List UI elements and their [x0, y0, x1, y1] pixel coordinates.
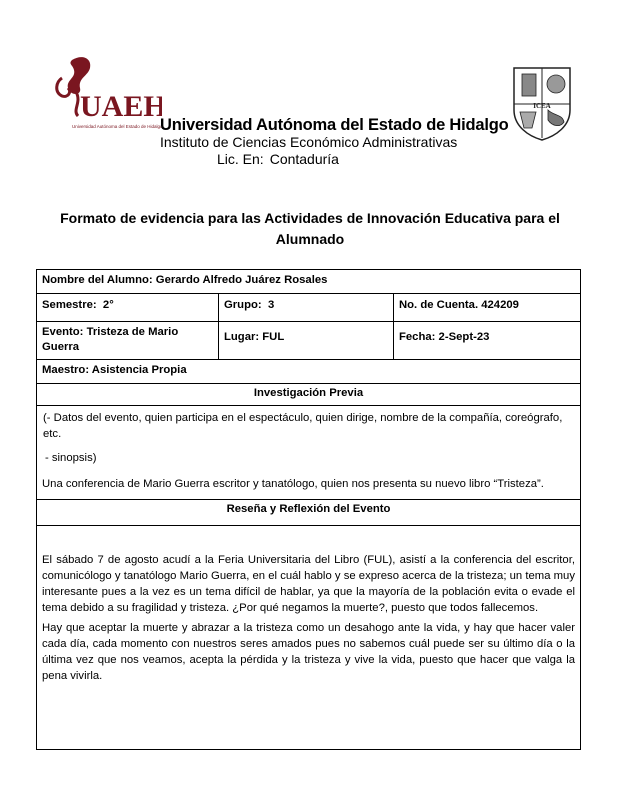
document-title: Formato de evidencia para las Actividades de Innovación Educativa para el Alumnado	[60, 210, 560, 247]
research-note-2: - sinopsis)	[45, 452, 97, 464]
degree-label: Lic. En:	[217, 151, 264, 167]
uaeh-logo	[52, 52, 162, 134]
event-name: Evento: Tristeza de Mario Guerra	[42, 326, 179, 353]
event-date: Fecha: 2-Sept-23	[393, 322, 580, 359]
event-row	[37, 322, 580, 360]
university-name: Universidad Autónoma del Estado de Hidalgo	[160, 116, 509, 134]
student-name: Nombre del Alumno: Gerardo Alfredo Juárez Rosales	[42, 274, 328, 286]
teacher-name: Maestro: Asistencia Propia	[42, 364, 187, 376]
icea-logo	[510, 64, 574, 142]
event-place: Lugar: FUL	[218, 322, 393, 359]
research-text: Una conferencia de Mario Guerra escritor y tanatólogo, quien nos presenta su nuevo libro “Tristeza”.	[42, 478, 544, 490]
review-paragraph-2: Hay que aceptar la muerte y abrazar a la tristeza como un desahogo ante la vida, y hay que hacer valer cada día, cada momento con nuestros seres amados pues no sabemos cuál puede ser su último día o la última vez que nos veamos, acepta la pérdida y la tristeza y vive la vida, puesto que hacer que valga la pena vivirla.	[42, 622, 575, 682]
institute-name: Instituto de Ciencias Económico Administrativas	[160, 134, 458, 150]
semester-row	[37, 294, 580, 322]
semester-label: Semestre:	[42, 299, 97, 311]
research-heading: Investigación Previa	[253, 387, 364, 399]
review-paragraph-1: El sábado 7 de agosto acudí a la Feria Universitaria del Libro (FUL), asistí a la conferencia del escritor, comunicólogo y tanatólogo Mario Guerra, en el cuál hablo y se expreso acerca de la tristeza; un tema muy interesante pues a la vez es un tema difícil de hablar, ya que la mayoría de la población evita o evade el tema debido a su fragilidad y tristeza. ¿Por qué negamos la muerte?, puesto que todos fallecemos.	[42, 554, 575, 614]
research-heading-row	[37, 384, 580, 406]
evidence-form	[36, 269, 581, 750]
student-row	[37, 270, 580, 294]
icea-logo-text: ICEA	[533, 102, 551, 110]
degree-value: Contaduría	[269, 151, 339, 167]
account-number: No. de Cuenta. 424209	[393, 294, 580, 321]
review-heading-row	[37, 500, 580, 526]
teacher-row	[37, 360, 580, 384]
degree-line	[217, 151, 339, 167]
uaeh-logo-text: UAEH	[80, 90, 162, 123]
research-content	[37, 406, 580, 500]
group-cell	[218, 294, 393, 321]
semester-value: 2°	[102, 299, 114, 311]
group-value: 3	[267, 299, 275, 311]
uaeh-logo-caption: Universidad Autónoma del Estado de Hidalgo	[72, 124, 162, 129]
research-note-1: (- Datos del evento, quien participa en el espectáculo, quien dirige, nombre de la compañía, coreógrafo, etc.	[43, 412, 563, 440]
review-heading: Reseña y Reflexión del Evento	[226, 503, 391, 515]
semester-cell	[37, 294, 218, 321]
group-label: Grupo:	[224, 299, 262, 311]
